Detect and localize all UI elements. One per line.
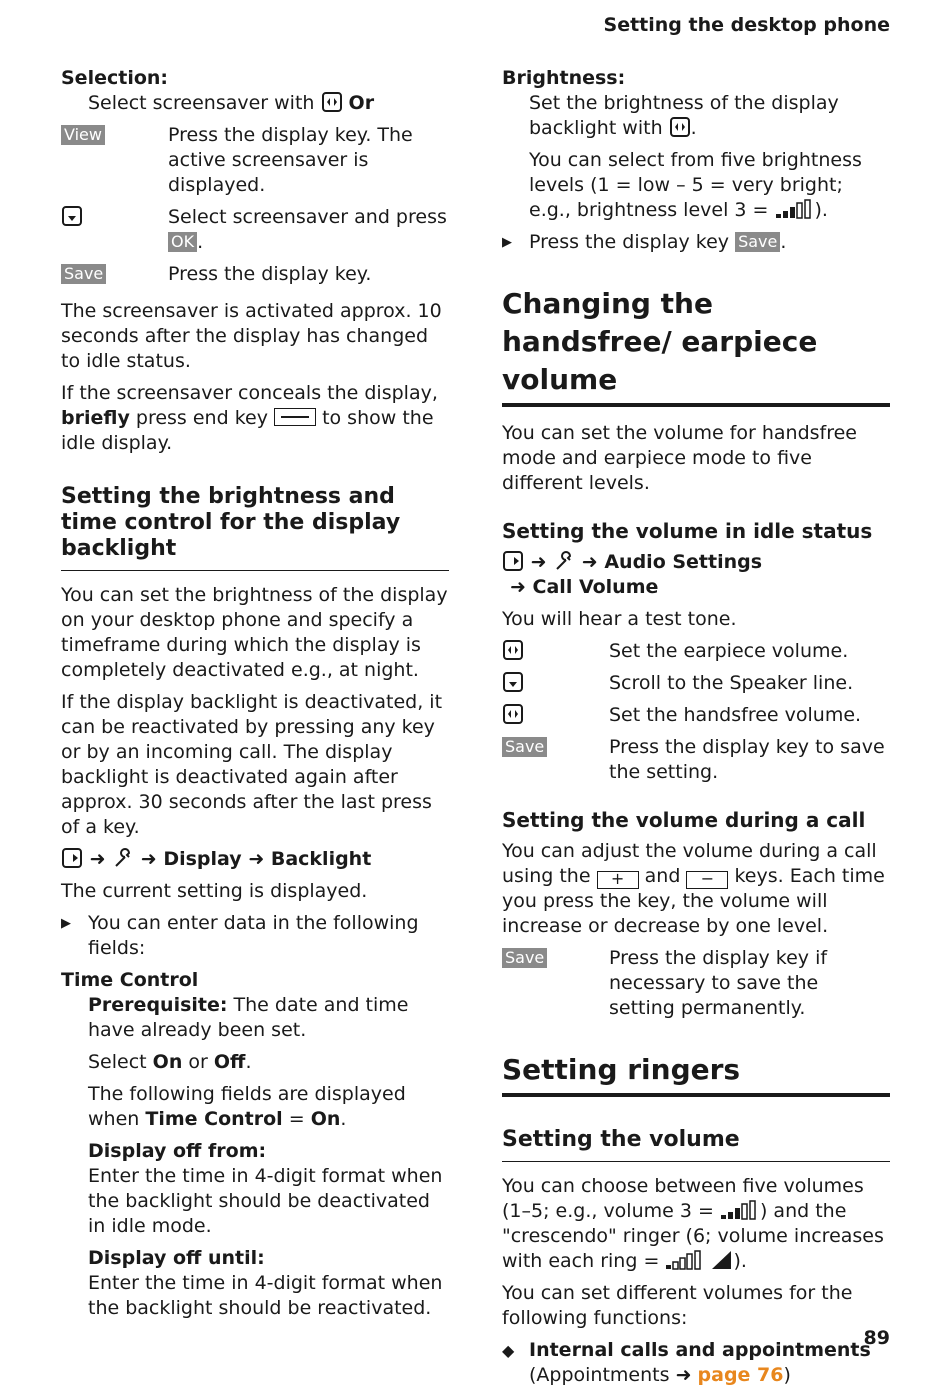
triangle-bullet-icon: ▶ bbox=[61, 916, 71, 931]
test-tone-text: You will hear a test tone. bbox=[502, 608, 737, 630]
press-save-end: . bbox=[780, 231, 787, 253]
arrow-icon: ➜ bbox=[89, 848, 106, 870]
select-or: or bbox=[188, 1051, 208, 1073]
menu-path-call bbox=[502, 575, 890, 600]
internal-calls-bullet bbox=[502, 1338, 890, 1388]
running-header: Setting the desktop phone bbox=[603, 14, 890, 36]
scroll-text: Scroll to the Speaker line. bbox=[609, 672, 854, 694]
control-key-leftright-icon bbox=[321, 91, 343, 113]
earpiece-text: Set the earpiece volume. bbox=[609, 640, 849, 662]
view-display-key: View bbox=[61, 125, 105, 145]
prereq-text: The date and time have already been set. bbox=[88, 994, 409, 1041]
save-display-key: Save bbox=[502, 737, 547, 757]
view-text: Press the display key. The active screensaver is displayed. bbox=[168, 124, 413, 196]
vol-text-c: ). bbox=[733, 1250, 747, 1272]
following-tc: Time Control bbox=[145, 1108, 283, 1130]
save-permanent-row bbox=[502, 946, 890, 1021]
brightness-levels-end: ). bbox=[814, 199, 828, 221]
volume-3-icon bbox=[720, 1200, 760, 1220]
earpiece-row bbox=[502, 639, 890, 664]
down-row bbox=[61, 205, 449, 255]
minus-key-icon: − bbox=[686, 871, 728, 889]
save-setting-row bbox=[502, 735, 890, 785]
prereq-label: Prerequisite: bbox=[88, 994, 228, 1016]
deactivated-paragraph: If the display backlight is deactivated, it can be reactivated by pressing any key or by an incoming call. The display backlight is deactivated again after approx. 30 seconds after the last press of a key. bbox=[61, 691, 443, 838]
following-eq: = bbox=[288, 1108, 305, 1130]
end-key-icon bbox=[274, 408, 316, 426]
control-key-leftright-icon bbox=[669, 116, 691, 138]
brightness-label: Brightness: bbox=[502, 67, 626, 89]
menu-icon bbox=[502, 550, 524, 572]
menu-icon bbox=[61, 847, 83, 869]
conceal-text-c: press end key bbox=[135, 407, 268, 429]
following-end: . bbox=[340, 1108, 347, 1130]
current-setting-text: The current setting is displayed. bbox=[61, 880, 368, 902]
view-row bbox=[61, 123, 449, 198]
ok-display-key: OK bbox=[168, 232, 197, 252]
internal-calls-title: Internal calls and appointments bbox=[529, 1339, 871, 1361]
brightness-text: Set the brightness of the display backlight with bbox=[529, 92, 839, 139]
press-save-bullet bbox=[502, 230, 890, 255]
control-key-leftright-icon bbox=[502, 639, 524, 661]
crescendo-icon bbox=[711, 1250, 733, 1270]
off-value: Off bbox=[213, 1051, 246, 1073]
following-text: The following fields are displayed when bbox=[88, 1083, 406, 1130]
menu-audio-settings: Audio Settings bbox=[604, 551, 763, 573]
save-row bbox=[61, 262, 449, 287]
save-display-key: Save bbox=[735, 232, 780, 252]
menu-call-volume: Call Volume bbox=[532, 576, 659, 598]
handsfree-text: Set the handsfree volume. bbox=[609, 704, 862, 726]
conceal-paragraph bbox=[61, 381, 449, 456]
left-column bbox=[61, 66, 449, 1328]
save-text: Press the display key. bbox=[168, 263, 372, 285]
wrench-icon bbox=[112, 847, 134, 869]
plus-key-icon: + bbox=[597, 871, 639, 889]
call-volume-paragraph bbox=[502, 839, 890, 939]
display-off-from-text: Enter the time in 4-digit format when the backlight should be deactivated in idle mode. bbox=[88, 1165, 443, 1237]
call-and: and bbox=[644, 865, 681, 887]
volume-levels-icon bbox=[665, 1250, 705, 1270]
time-control-label: Time Control bbox=[61, 969, 199, 991]
arrow-icon: ➜ bbox=[510, 576, 526, 598]
handsfree-row bbox=[502, 703, 890, 728]
vol-text-b: ) and the "crescendo" ringer (6; volume increases with each ring = bbox=[502, 1200, 884, 1272]
following-on: On bbox=[310, 1108, 341, 1130]
diamond-bullet-icon: ◆ bbox=[502, 1341, 515, 1360]
handsfree-paragraph: You can set the volume for handsfree mode and earpiece mode to five different levels. bbox=[502, 422, 857, 494]
press-save-text: Press the display key bbox=[529, 231, 730, 253]
conceal-text-d: to show the idle display. bbox=[61, 407, 434, 454]
triangle-bullet-icon: ▶ bbox=[502, 235, 512, 250]
selection-label: Selection: bbox=[61, 67, 169, 89]
screensaver-paragraph: The screensaver is activated approx. 10 seconds after the display has changed to idle status. bbox=[61, 300, 442, 372]
selection-or: Or bbox=[348, 92, 375, 114]
setting-volume-heading: Setting the volume bbox=[502, 1127, 890, 1162]
display-off-until-text: Enter the time in 4-digit format when the backlight should be reactivated. bbox=[88, 1272, 443, 1319]
ringers-heading: Setting ringers bbox=[502, 1051, 890, 1097]
scroll-row bbox=[502, 671, 890, 696]
arrow-icon: ➜ bbox=[581, 551, 598, 573]
down-text: Select screensaver and press bbox=[168, 206, 447, 228]
arrow-icon: ➜ bbox=[675, 1364, 692, 1386]
arrow-icon: ➜ bbox=[530, 551, 547, 573]
menu-path-backlight bbox=[61, 847, 449, 872]
brightness-levels-text: You can select from five brightness levels (1 = low – 5 = very bright; e.g., brightness level 3 = bbox=[529, 149, 862, 221]
level-3-icon bbox=[775, 199, 815, 219]
control-key-leftright-icon bbox=[502, 703, 524, 725]
on-value: On bbox=[152, 1051, 183, 1073]
appointments-text: (Appointments bbox=[529, 1364, 670, 1386]
backlight-heading: Setting the brightness and time control for the display backlight bbox=[61, 484, 449, 571]
conceal-briefly: briefly bbox=[61, 407, 130, 429]
menu-display: Display bbox=[163, 848, 242, 870]
appointments-end: ) bbox=[783, 1364, 791, 1386]
handsfree-heading: Changing the handsfree/ earpiece volume bbox=[502, 285, 890, 407]
call-text-b: keys. Each time you press the key, the volume will increase or decrease by one level. bbox=[502, 865, 885, 937]
different-volumes-paragraph: You can set different volumes for the following functions: bbox=[502, 1282, 853, 1329]
call-volume-heading: Setting the volume during a call bbox=[502, 808, 866, 832]
fields-bullet-text: You can enter data in the following fields: bbox=[88, 912, 419, 959]
arrow-icon: ➜ bbox=[248, 848, 265, 870]
arrow-icon: ➜ bbox=[140, 848, 157, 870]
menu-path-audio bbox=[502, 550, 890, 575]
display-off-until-label: Display off until: bbox=[88, 1247, 265, 1269]
vol-text-a: You can choose between five volumes (1–5; e.g., volume 3 = bbox=[502, 1175, 864, 1222]
down-text-end: . bbox=[197, 231, 204, 253]
time-control-block bbox=[61, 993, 449, 1321]
selection-line bbox=[61, 91, 449, 116]
menu-backlight: Backlight bbox=[270, 848, 372, 870]
right-column bbox=[502, 66, 890, 1395]
save-display-key: Save bbox=[61, 264, 106, 284]
control-key-down-icon bbox=[61, 205, 83, 227]
conceal-text-a: If the screensaver conceals the display, bbox=[61, 382, 438, 404]
control-key-down-icon bbox=[502, 671, 524, 693]
idle-volume-heading: Setting the volume in idle status bbox=[502, 519, 873, 543]
volume-paragraph bbox=[502, 1174, 890, 1274]
select-end: . bbox=[245, 1051, 252, 1073]
save-setting-text: Press the display key to save the setting. bbox=[609, 736, 885, 783]
page-76-link[interactable]: page 76 bbox=[697, 1364, 784, 1386]
display-off-from-label: Display off from: bbox=[88, 1140, 267, 1162]
save-display-key: Save bbox=[502, 948, 547, 968]
brightness-block: Set the brightness of the display backlight with . You can select from five brightness levels (1 = low – 5 = very bright; e.g., brightness level 3 = ). bbox=[529, 92, 862, 221]
save-permanent-text: Press the display key if necessary to save the setting permanently. bbox=[609, 947, 828, 1019]
page-number: 89 bbox=[863, 1327, 890, 1349]
fields-bullet bbox=[61, 911, 449, 961]
selection-text: Select screensaver with bbox=[88, 92, 315, 114]
brightness-paragraph: You can set the brightness of the display on your desktop phone and specify a timeframe during which the display is completely deactivated e.g., at night. bbox=[61, 584, 448, 681]
select-text: Select bbox=[88, 1051, 147, 1073]
wrench-icon bbox=[553, 550, 575, 572]
call-text-a: You can adjust the volume during a call using the bbox=[502, 840, 877, 887]
